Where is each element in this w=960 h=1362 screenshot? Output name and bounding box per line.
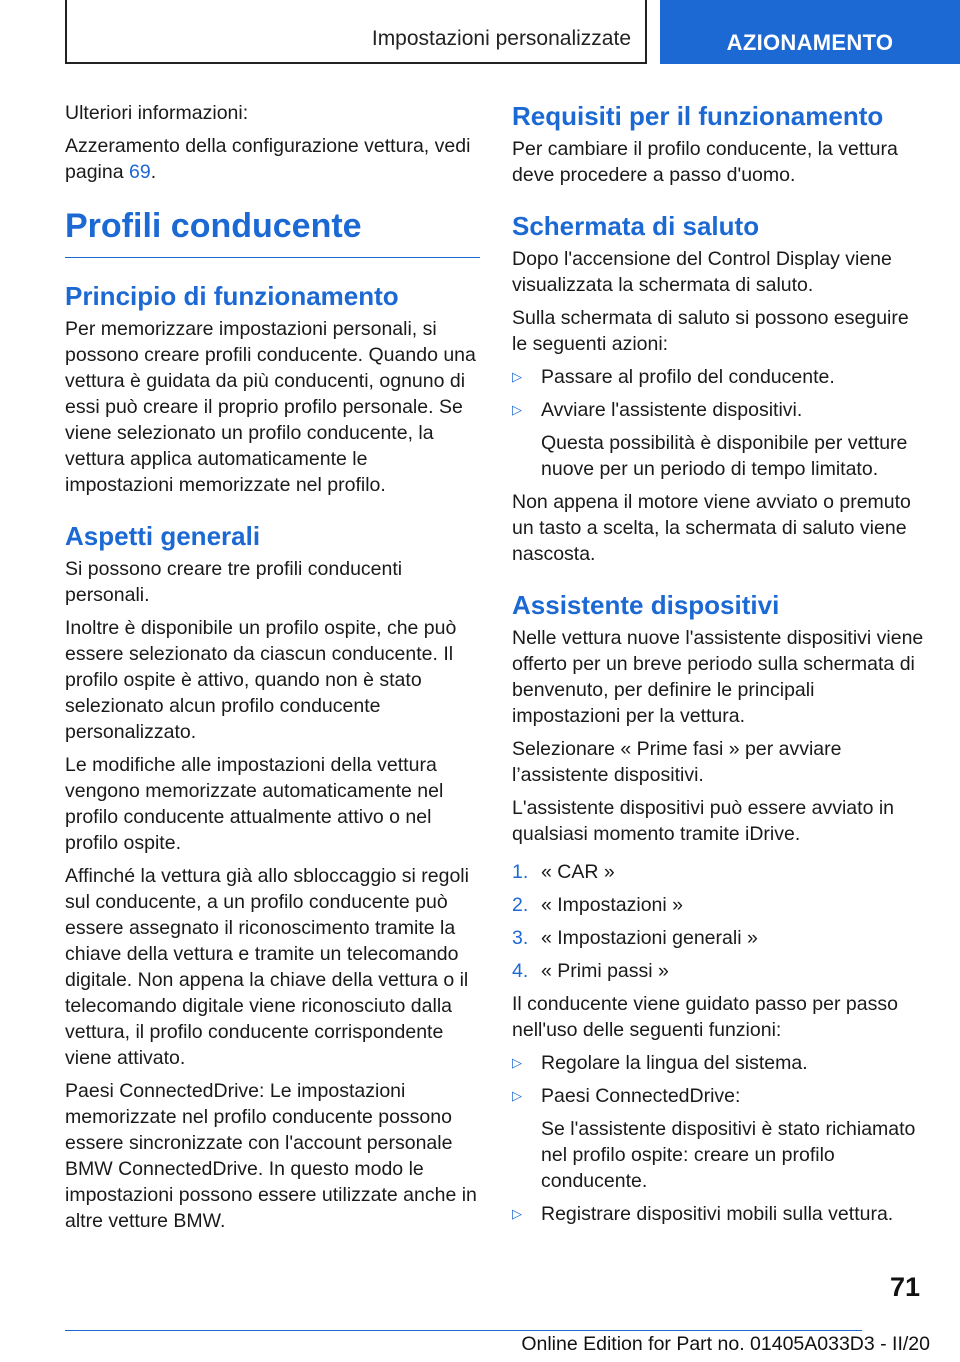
- step-number: 4.: [512, 960, 529, 982]
- paragraph-text: Azzeramento della configurazione vettura, vedi pagina: [65, 135, 471, 183]
- paragraph: Inoltre è disponibile un profilo ospite, che può essere selezionato da ciascun conducente. Il profilo ospite è attivo, quando non è stato selezionato alcun profilo conducente personalizzato.: [65, 617, 457, 743]
- list-item-text: Avviare l'assistente dispositivi.: [541, 399, 803, 421]
- step-text: « Impostazioni »: [541, 894, 683, 916]
- footer-divider: [65, 1330, 862, 1331]
- header-box: [65, 0, 647, 64]
- page-header: [0, 0, 960, 66]
- paragraph: Selezionare « Prime fasi » per avviare l’assistente dispositivi.: [512, 738, 842, 786]
- list-item-text: Registrare dispositivi mobili sulla vettura.: [541, 1203, 894, 1225]
- paragraph: Sulla schermata di saluto si possono eseguire le seguenti azioni:: [512, 307, 909, 355]
- section-title: Impostazioni personalizzate: [371, 27, 631, 50]
- list-item: [512, 364, 928, 390]
- edition-note: Online Edition for Part no. 01405A033D3 - II/20: [521, 1333, 930, 1355]
- list-item: [512, 1050, 928, 1076]
- paragraph: L'assistente dispositivi può essere avviato in qualsiasi momento tramite iDrive.: [512, 797, 895, 845]
- section-heading: Principio di funzionamento: [65, 281, 399, 311]
- triangle-bullet-icon: ▷: [512, 1055, 522, 1070]
- step-item: [512, 958, 928, 984]
- list-item: [512, 397, 928, 423]
- paragraph: Nelle vettura nuove l'assistente dispositivi viene offerto per un breve periodo sulla schermata di benvenuto, per definire le principali impostazioni per la vettura.: [512, 627, 924, 727]
- paragraph: Per memorizzare impostazioni personali, si possono creare profili conducente. Quando una vettura è guidata da più conducenti, ognuno di essi può creare il proprio profilo personale. Se viene selezionato un profilo conducente, la vettura applica automaticamente le impostazioni memorizzate nel profilo.: [65, 318, 476, 496]
- triangle-bullet-icon: ▷: [512, 1088, 522, 1103]
- paragraph: Per cambiare il profilo conducente, la vettura deve procedere a passo d'uomo.: [512, 138, 898, 186]
- paragraph: Ulteriori informazioni:: [65, 102, 249, 124]
- page-number: 71: [890, 1272, 921, 1302]
- right-column: [512, 100, 928, 1234]
- paragraph: [65, 133, 480, 185]
- paragraph: Paesi ConnectedDrive: Le impostazioni memorizzate nel profilo conducente possono essere sincronizzate con l'account personale BMW ConnectedDrive. In questo modo le impostazioni possono essere utilizzate anche in altre vetture BMW.: [65, 1080, 477, 1232]
- step-number: 1.: [512, 861, 529, 883]
- step-number: 3.: [512, 927, 529, 949]
- step-text: « Impostazioni generali »: [541, 927, 758, 949]
- step-item: [512, 892, 928, 918]
- page-link[interactable]: 69: [128, 161, 151, 183]
- paragraph: Le modifiche alle impostazioni della vettura vengono memorizzate automaticamente nel profilo conducente attualmente attivo o nel profilo ospite.: [65, 754, 444, 854]
- list-item: [512, 1083, 928, 1109]
- section-heading: Assistente dispositivi: [512, 590, 780, 620]
- list-item: [512, 1201, 928, 1227]
- list-item-text: Paesi ConnectedDrive:: [541, 1085, 741, 1107]
- section-heading: Requisiti per il funzionamento: [512, 101, 884, 131]
- paragraph: Dopo l'accensione del Control Display viene visualizzata la schermata di saluto.: [512, 248, 892, 296]
- chapter-tab[interactable]: AZIONAMENTO: [660, 0, 960, 64]
- left-column: [65, 100, 480, 1241]
- paragraph: Il conducente viene guidato passo per passo nell'uso delle seguenti funzioni:: [512, 993, 898, 1041]
- step-number: 2.: [512, 894, 529, 916]
- triangle-bullet-icon: ▷: [512, 1206, 522, 1221]
- section-heading: Aspetti generali: [65, 521, 261, 551]
- step-text: « Primi passi »: [541, 960, 669, 982]
- list-item-text: Regolare la lingua del sistema.: [541, 1052, 808, 1074]
- list-item-text: Passare al profilo del conducente.: [541, 366, 835, 388]
- triangle-bullet-icon: ▷: [512, 402, 522, 417]
- paragraph: Non appena il motore viene avviato o premuto un tasto a scelta, la schermata di saluto viene nascosta.: [512, 491, 911, 565]
- step-item: [512, 925, 928, 951]
- list-item-note: Se l'assistente dispositivi è stato richiamato nel profilo ospite: creare un profilo conducente.: [541, 1118, 916, 1192]
- paragraph-text: .: [150, 161, 157, 183]
- list-item-note: Questa possibilità è disponibile per vetture nuove per un periodo di tempo limitato.: [541, 432, 908, 480]
- chapter-heading: Profili conducente: [65, 203, 480, 258]
- paragraph: Si possono creare tre profili conducenti personali.: [65, 558, 403, 606]
- triangle-bullet-icon: ▷: [512, 369, 522, 384]
- step-text: « CAR »: [541, 861, 615, 883]
- section-heading: Schermata di saluto: [512, 211, 760, 241]
- step-item: [512, 859, 928, 885]
- paragraph: Affinché la vettura già allo sbloccaggio si regoli sul conducente, a un profilo conducente può essere assegnato il riconoscimento tramite la chiave della vettura e tramite un telecomando digitale. Non appena la chiave della vettura o il telecomando digitale viene riconosciuto dalla vettura, il profilo conducente corrispondente viene attivato.: [65, 865, 469, 1069]
